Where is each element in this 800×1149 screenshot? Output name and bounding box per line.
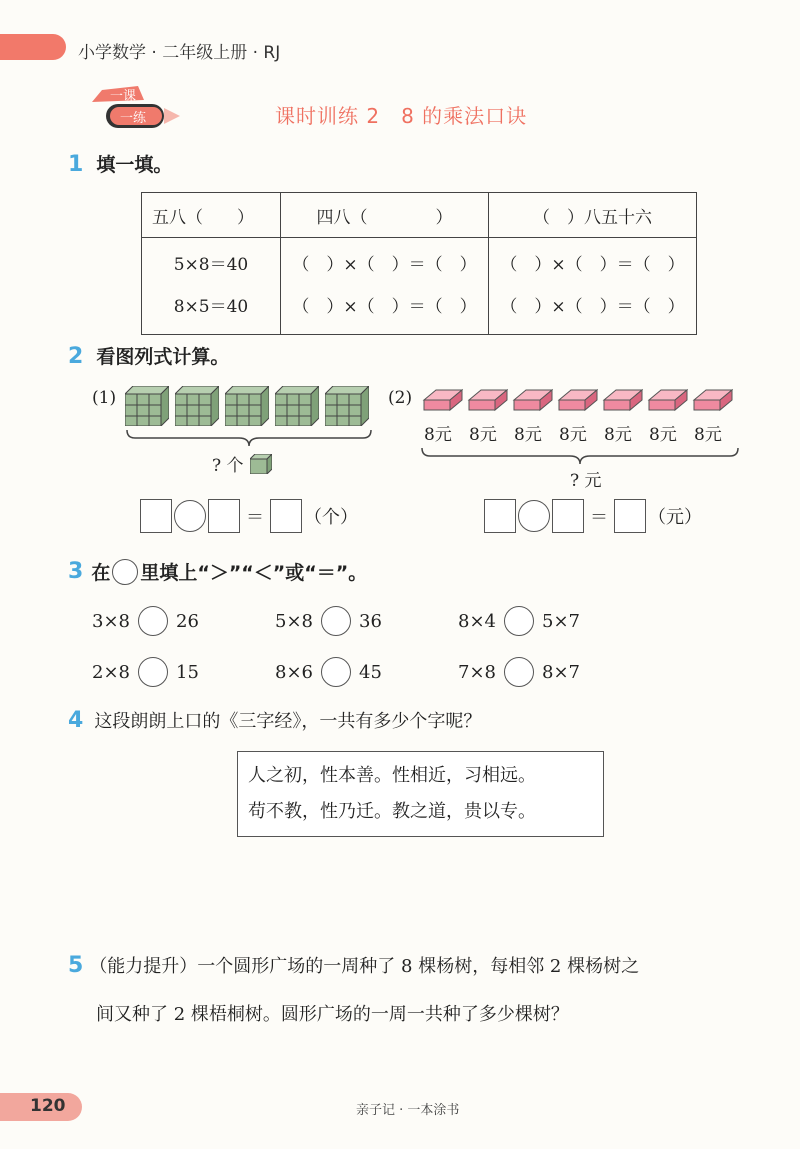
- table-header-3[interactable]: （ ）八五十六: [489, 193, 697, 238]
- price-label: 8元: [469, 425, 497, 445]
- equation-blank[interactable]: （ ）×（ ）＝（ ）: [500, 255, 685, 275]
- comparison-left: 5×8: [275, 610, 313, 632]
- cube-icon: [275, 386, 319, 426]
- equals-sign: ＝: [246, 507, 264, 528]
- q2-heading: [68, 342, 229, 369]
- equation-text: 8×5＝40: [173, 297, 249, 317]
- comparison-item: [92, 657, 199, 687]
- unit-label: （个）: [304, 507, 358, 528]
- eraser-icon: [467, 386, 508, 416]
- comparison-right: 15: [176, 661, 199, 683]
- cube-icon: [225, 386, 269, 426]
- circle-symbol-icon: [112, 559, 138, 585]
- comparison-item: [458, 606, 580, 636]
- q1-table: [141, 192, 697, 335]
- table-header-1[interactable]: 五八（ ）: [142, 193, 281, 238]
- comparison-right: 45: [359, 661, 382, 683]
- answer-box[interactable]: [270, 499, 302, 533]
- lesson-title: 课时训练 2 8 的乘法口诀: [275, 104, 528, 128]
- q1-title: 填一填。: [96, 154, 173, 176]
- comparison-item: [92, 606, 199, 636]
- comparison-item: [275, 606, 382, 636]
- answer-box[interactable]: [614, 499, 646, 533]
- comparison-left: 7×8: [458, 661, 496, 683]
- answer-circle[interactable]: [138, 657, 168, 687]
- badge-top-text: 一课: [110, 89, 137, 104]
- table-cell[interactable]: [489, 238, 697, 335]
- cube-icon: [325, 386, 369, 426]
- footer-text: 亲子记 · 一本涂书: [356, 1103, 460, 1118]
- equation-blank[interactable]: （ ）×（ ）＝（ ）: [292, 255, 477, 275]
- q5-line2: 间又种了 2 棵梧桐树。圆形广场的一周一共种了多少棵树？: [96, 1004, 569, 1025]
- poem-box: [237, 751, 604, 837]
- comparison-right: 36: [359, 610, 382, 632]
- answer-circle[interactable]: [504, 606, 534, 636]
- q3-number: 3: [68, 559, 84, 584]
- operator-circle[interactable]: [174, 500, 206, 532]
- question-text: ? 个: [212, 456, 244, 476]
- answer-circle[interactable]: [321, 606, 351, 636]
- page-number: 120: [30, 1096, 66, 1116]
- q4-number: 4: [68, 708, 84, 733]
- price-labels: [424, 420, 739, 445]
- comparison-left: 8×6: [275, 661, 313, 683]
- brace-icon: [420, 446, 740, 466]
- poem-line: 人之初，性本善。性相近，习相远。: [248, 765, 536, 786]
- answer-box[interactable]: [552, 499, 584, 533]
- table-header-2[interactable]: 四八（ ）: [281, 193, 489, 238]
- comparison-left: 2×8: [92, 661, 130, 683]
- small-cube-icon: [250, 454, 272, 474]
- cube-icon: [125, 386, 169, 426]
- q2-number: 2: [68, 344, 84, 369]
- cube-icon: [175, 386, 219, 426]
- comparison-left: 3×8: [92, 610, 130, 632]
- q3-title-part1: 在: [91, 562, 111, 584]
- q2-part1-question: [212, 451, 272, 476]
- answer-circle[interactable]: [138, 606, 168, 636]
- unit-label: （元）: [648, 507, 702, 528]
- comparison-left: 8×4: [458, 610, 496, 632]
- comparison-item: [458, 657, 580, 687]
- equation-blank[interactable]: （ ）×（ ）＝（ ）: [292, 297, 477, 317]
- eraser-icon: [422, 386, 463, 416]
- q5-line1: （能力提升）一个圆形广场的一周种了 8 棵杨树，每相邻 2 棵杨树之: [89, 956, 640, 977]
- comparison-item: [275, 657, 382, 687]
- comparison-right: 5×7: [542, 610, 580, 632]
- answer-box[interactable]: [208, 499, 240, 533]
- eraser-group: [422, 386, 733, 416]
- q3-heading: [68, 558, 367, 585]
- q2-part1-equation: [140, 499, 358, 533]
- q1-heading: [68, 150, 172, 177]
- price-label: 8元: [604, 425, 632, 445]
- price-label: 8元: [424, 425, 452, 445]
- q3-title-part2: 里填上“＞”“＜”或“＝”。: [140, 562, 368, 584]
- header-accent-bar: [0, 34, 66, 60]
- eraser-icon: [512, 386, 553, 416]
- price-label: 8元: [514, 425, 542, 445]
- eraser-icon: [557, 386, 598, 416]
- poem-line: 苟不教，性乃迁。教之道，贵以专。: [248, 801, 536, 822]
- q2-part2-label: (2): [388, 388, 413, 408]
- cube-group: [125, 386, 369, 426]
- answer-box[interactable]: [140, 499, 172, 533]
- book-title: 小学数学 · 二年级上册 · RJ: [78, 43, 281, 63]
- q4-heading: [68, 707, 481, 733]
- equation-text: 5×8＝40: [173, 255, 249, 275]
- q5-block: [68, 942, 768, 1039]
- answer-box[interactable]: [484, 499, 516, 533]
- comparison-right: 8×7: [542, 661, 580, 683]
- q5-number: 5: [68, 953, 84, 978]
- eraser-icon: [602, 386, 643, 416]
- eraser-icon: [647, 386, 688, 416]
- answer-circle[interactable]: [321, 657, 351, 687]
- q4-text: 这段朗朗上口的《三字经》，一共有多少个字呢？: [94, 711, 482, 732]
- q2-part1-label: (1): [92, 388, 117, 408]
- equation-blank[interactable]: （ ）×（ ）＝（ ）: [500, 297, 685, 317]
- eraser-icon: [692, 386, 733, 416]
- equals-sign: ＝: [590, 507, 608, 528]
- q2-title: 看图列式计算。: [96, 346, 230, 368]
- comparison-right: 26: [176, 610, 199, 632]
- q2-part2-equation: [484, 499, 702, 533]
- lesson-badge-icon: [88, 80, 188, 136]
- table-cell[interactable]: [281, 238, 489, 335]
- q2-part2-question: ? 元: [570, 471, 602, 491]
- q1-number: 1: [68, 152, 84, 177]
- price-label: 8元: [694, 425, 722, 445]
- price-label: 8元: [559, 425, 587, 445]
- badge-bottom-text: 一练: [120, 111, 147, 126]
- answer-circle[interactable]: [504, 657, 534, 687]
- operator-circle[interactable]: [518, 500, 550, 532]
- brace-icon: [125, 428, 373, 448]
- price-label: 8元: [649, 425, 677, 445]
- table-cell: [142, 238, 281, 335]
